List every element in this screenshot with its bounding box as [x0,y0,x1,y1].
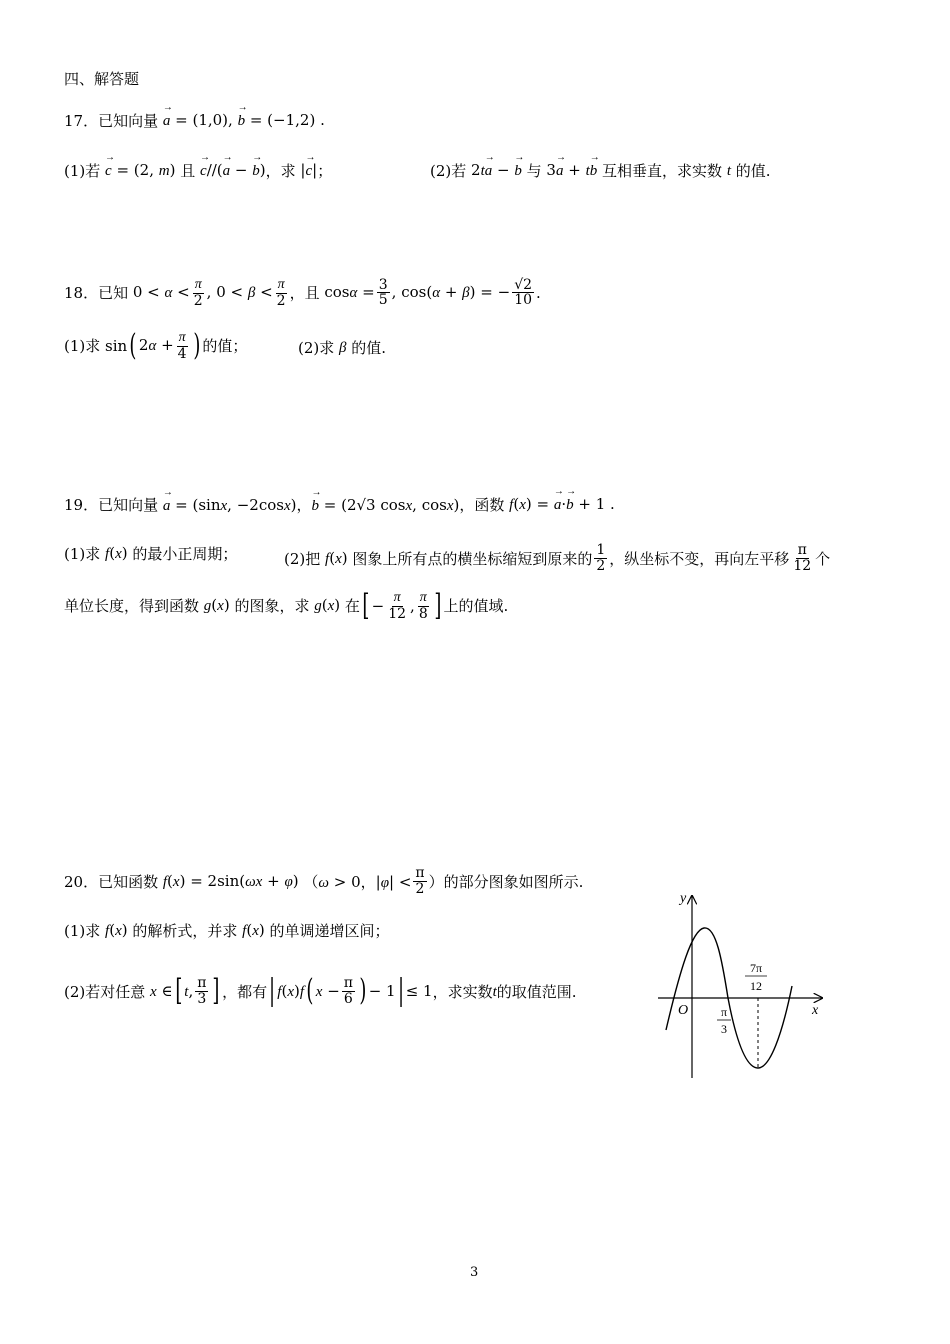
q20-frac-pi-3: $\frac{\pi}{3}$ [197,975,207,1007]
y-label: y [680,891,687,906]
q19-frac-pi-8: $\frac{\pi}{8}$ [418,590,428,622]
q18-stem: 18．已知 0 < α < $\frac{\pi}{2}$ , 0 < β < $\frac{\pi}{2}$ ，且 cosα = $\frac{3}{5}$ , cos(α + β) = − $\frac{√2}{10}$ . [64,276,541,309]
q19-frac-pi-12: $\frac{\pi}{12}$ [793,542,812,574]
q18-frac-pi-2a: $\frac{\pi}{2}$ [193,277,203,309]
q17-part1-math-abs: |→ c| [296,161,318,180]
q17-part1-math-parallel: → c//(→ a − → b) [195,161,265,180]
q20-frac-pi-6: $\frac{\pi}{6}$ [343,975,353,1007]
tick-7pi-12-num: 7π [749,961,763,975]
q17-part2-math-b: 3→ a + t→ b [542,161,602,180]
q19-part2: (2)把 f(x) 图象上所有点的横坐标缩短到原来的 $\frac{1}{2}$ ，纵坐标不变，再向左平移 $\frac{\pi}{12}$ 个 [284,542,831,574]
q17-part2-math-t: t [726,163,731,179]
tick-pi-3-num: π [720,1005,728,1019]
q18-frac-pi-4: $\frac{\pi}{4}$ [177,330,187,362]
q20-sine-graph [650,890,830,1080]
q20-part2: (2)若对任意 x ∈ [ t, $\frac{\pi}{3}$ ] ，都有 | f(x)f ( x − $\frac{\pi}{6}$ ) − 1 | ≤ 1 ，求实数 t 的取值范围. [64,973,577,1009]
q17-part1: (1)若 → c = (2, m) 且 → c//(→ a − → b) ，求 |→ c| ； [64,160,332,181]
q20-stem: 20．已知函数 f(x) = 2sin(ωx + φ) （ ω > 0，|φ| < $\frac{\pi}{2}$ ）的部分图象如图所示. [64,865,584,897]
q19-frac-neg-pi-12: $\frac{\pi}{12}$ [388,590,407,622]
tick-7pi-12-den: 12 [750,979,762,993]
q19-vectors-math: → a = (sinx, −2cosx)，→ b = (2√3 cosx, cosx) [158,494,459,515]
x-label: x [812,1003,819,1018]
tick-pi-3-den: 3 [721,1022,727,1036]
q20-cond-math: ω > 0，|φ| < [318,872,412,891]
q20-frac-pi-2: $\frac{\pi}{2}$ [415,865,425,897]
q18-part2: (2)求 β 的值. [298,339,387,357]
q17-part2: (2)若 2t→ a − → b 与 3→ a + t→ b 互相垂直，求实数 t 的值. [430,160,771,181]
q18-part1: (1)求 sin ( 2α + $\frac{\pi}{4}$ ) 的值； [64,327,248,363]
q17-stem: 17．已知向量 → a = (1,0), → b = (−1,2) . [64,110,325,131]
page-number: 3 [470,1265,479,1280]
q18-range-math-2: , 0 < β < [206,283,273,302]
q17-vectors-math: → a = (1,0), → b = (−1,2) . [158,111,325,130]
q19-part1: (1)求 f(x) 的最小正周期； [64,544,238,563]
q18-frac-3-5: $\frac{3}{5}$ [378,276,388,309]
q18-cos-sum-math: , cos(α + β) = − [391,283,511,302]
q19-part2-line3: 单位长度，得到函数 g(x) 的图象，求 g(x) 在 [ − $\frac{\pi}{12}$ , $\frac{\pi}{8}$ ] 上的值域. [64,587,509,623]
q18-frac-pi-2b: $\frac{\pi}{2}$ [276,277,286,309]
q18-range-math: 0 < α < [128,283,190,302]
q19-func-math: f(x) = → a·→ b + 1 . [504,495,614,514]
q20-func-math: f(x) = 2sin(ωx + φ) [162,871,304,890]
q18-frac-sqrt2-10: $\frac{√2}{10}$ [514,276,533,309]
origin-label: O [678,1003,689,1018]
q18-cos-math: cosα = [319,283,375,302]
section-title: 四、解答题 [64,70,140,88]
q19-stem: 19．已知向量 → a = (sinx, −2cosx)，→ b = (2√3 cosx, cosx) ，函数 f(x) = → a·→ b + 1 . [64,494,615,515]
q17-part1-math-c: → c = (2, m) [100,161,180,180]
q18-part1-math: sin [100,336,128,355]
q20-part1: (1)求 f(x) 的解析式，并求 f(x) 的单调递增区间； [64,921,390,940]
q17-part2-math-a: 2t→ a − → b [466,161,526,180]
q19-frac-1-2: $\frac{1}{2}$ [596,542,606,574]
